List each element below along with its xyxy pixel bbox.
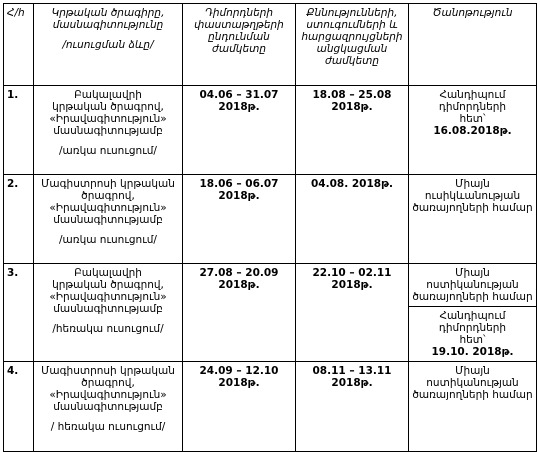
docs-deadline-cell: 24.09 – 12.10 2018թ. [183,362,296,452]
row-number: 4. [4,362,34,452]
program-cell: Մագիստրոսի կրթական ծրագրով, «Իրավագիտություն» մասնագիտությամբ / հեռակա ուսուցում/ [34,362,183,452]
row-number: 2. [4,175,34,264]
exams-deadline-cell: 18.08 – 25.08 2018թ. [296,86,409,175]
table-row [4,362,537,452]
program-cell: Բակալավրի կրթական ծրագրով, «Իրավագիտություն» մասնագիտությամբ /հեռակա ուսուցում/ [34,264,183,362]
note-cell: Հանդիպում դիմորդների հետ՝ 16.08.2018թ. [409,86,537,175]
note-meeting-cell: Հանդիպում դիմորդների հետ՝ 19.10. 2018թ. [409,307,537,362]
docs-deadline-cell: 04.06 – 31.07 2018թ. [183,86,296,175]
header-document-deadline: Դիմորդների փաստաթղթերի ընդունման ժամկետը [183,4,296,86]
header-program: Կրթական ծրագիրը, մասնագիտությունը /ուսուցման ձևը/ [34,4,183,86]
docs-deadline-cell: 18.06 – 06.07 2018թ. [183,175,296,264]
admission-schedule-table [3,3,537,452]
exams-deadline-cell: 08.11 – 13.11 2018թ. [296,362,409,452]
program-cell: Մագիստրոսի կրթական ծրագրով, «Իրավագիտություն» մասնագիտությամբ /առկա ուսուցում/ [34,175,183,264]
table-row [4,175,537,264]
exams-deadline-cell: 22.10 – 02.11 2018թ. [296,264,409,362]
note-cell: Միայն ոստիկանության ծառայողների համար [409,264,537,307]
docs-deadline-cell: 27.08 – 20.09 2018թ. [183,264,296,362]
table-row [4,264,537,307]
header-note: Ծանոթություն [409,4,537,86]
program-cell: Բակալավրի կրթական ծրագրով, «Իրավագիտություն» մասնագիտությամբ /առկա ուսուցում/ [34,86,183,175]
header-number: Հ/հ [4,4,34,86]
note-cell: Միայն ոստիկանության ծառայողների համար [409,362,537,452]
header-exam-deadline: Քննությունների, ստուգումների և հարցազրույցների անցկացման ժամկետը [296,4,409,86]
header-row [4,4,537,86]
row-number: 1. [4,86,34,175]
note-cell: Միայն ուսիկևանության ծառայողների համար [409,175,537,264]
exams-deadline-cell: 04.08. 2018թ. [296,175,409,264]
table-row [4,86,537,175]
row-number: 3. [4,264,34,362]
